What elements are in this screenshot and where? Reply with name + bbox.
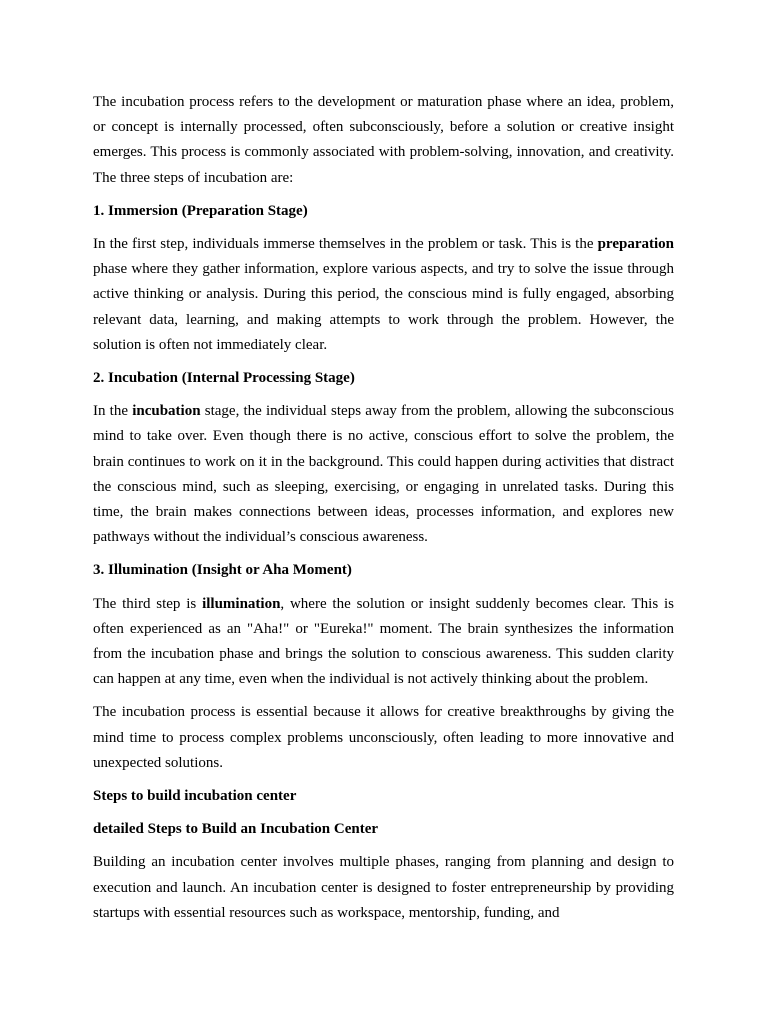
step1-text-after: phase where they gather information, explore various aspects, and try to solve the issue through active thinking or analysis. During this period, the conscious mind is fully engaged, absorbing relevant data, learning, and making attempts to work through the problem. However, the solution is often not immediately clear. (93, 261, 674, 353)
step1-bold-term: preparation (597, 236, 674, 253)
step2-heading: 2. Incubation (Internal Processing Stage) (93, 370, 355, 387)
center-subheading: detailed Steps to Build an Incubation Center (93, 821, 379, 838)
conclusion-paragraph: The incubation process is essential because it allows for creative breakthroughs by giving the mind time to process complex problems unconsciously, often leading to more innovative and unexpected solutions. (93, 704, 674, 771)
step3-text-after: , where the solution or insight suddenly becomes clear. This is often experienced as an "Aha!" or "Eureka!" moment. The brain synthesizes the information from the incubation phase and brings the solution to conscious awareness. This sudden clarity can happen at any time, even when the individual is not actively thinking about the problem. (93, 595, 674, 688)
step2-text-before: In the (93, 403, 133, 420)
step3-bold-term: illumination (202, 595, 281, 612)
step1-text-before: In the first step, individuals immerse themselves in the problem or task. This is the (93, 236, 598, 253)
center-intro-paragraph: Building an incubation center involves multiple phases, ranging from planning and design to execution and launch. An incubation center is designed to foster entrepreneurship by providing startups with essential resources such as workspace, mentorship, funding, and (93, 854, 674, 921)
step1-paragraph (93, 232, 674, 358)
intro-paragraph: The incubation process refers to the development or maturation phase where an idea, problem, or concept is internally processed, often subconsciously, before a solution or creative insight emerges. This process is commonly associated with problem-solving, innovation, and creativity. The three steps of incubation are: (93, 94, 674, 186)
step3-heading: 3. Illumination (Insight or Aha Moment) (93, 562, 352, 579)
document-page (93, 90, 674, 934)
step2-paragraph (93, 399, 674, 550)
center-heading: Steps to build incubation center (93, 788, 297, 805)
step3-paragraph (93, 592, 674, 693)
step2-text-after: stage, the individual steps away from the problem, allowing the subconscious mind to take over. Even though there is no active, conscious effort to solve the problem, the brain continues to work on it in the background. This could happen during activities that distract the conscious mind, such as sleeping, exercising, or engaging in unrelated tasks. During this time, the brain makes connections between ideas, processes information, and explores new pathways without the individual’s conscious awareness. (93, 403, 675, 546)
step2-bold-term: incubation (132, 403, 201, 420)
step1-heading: 1. Immersion (Preparation Stage) (93, 202, 308, 219)
step3-text-before: The third step is (93, 595, 203, 612)
